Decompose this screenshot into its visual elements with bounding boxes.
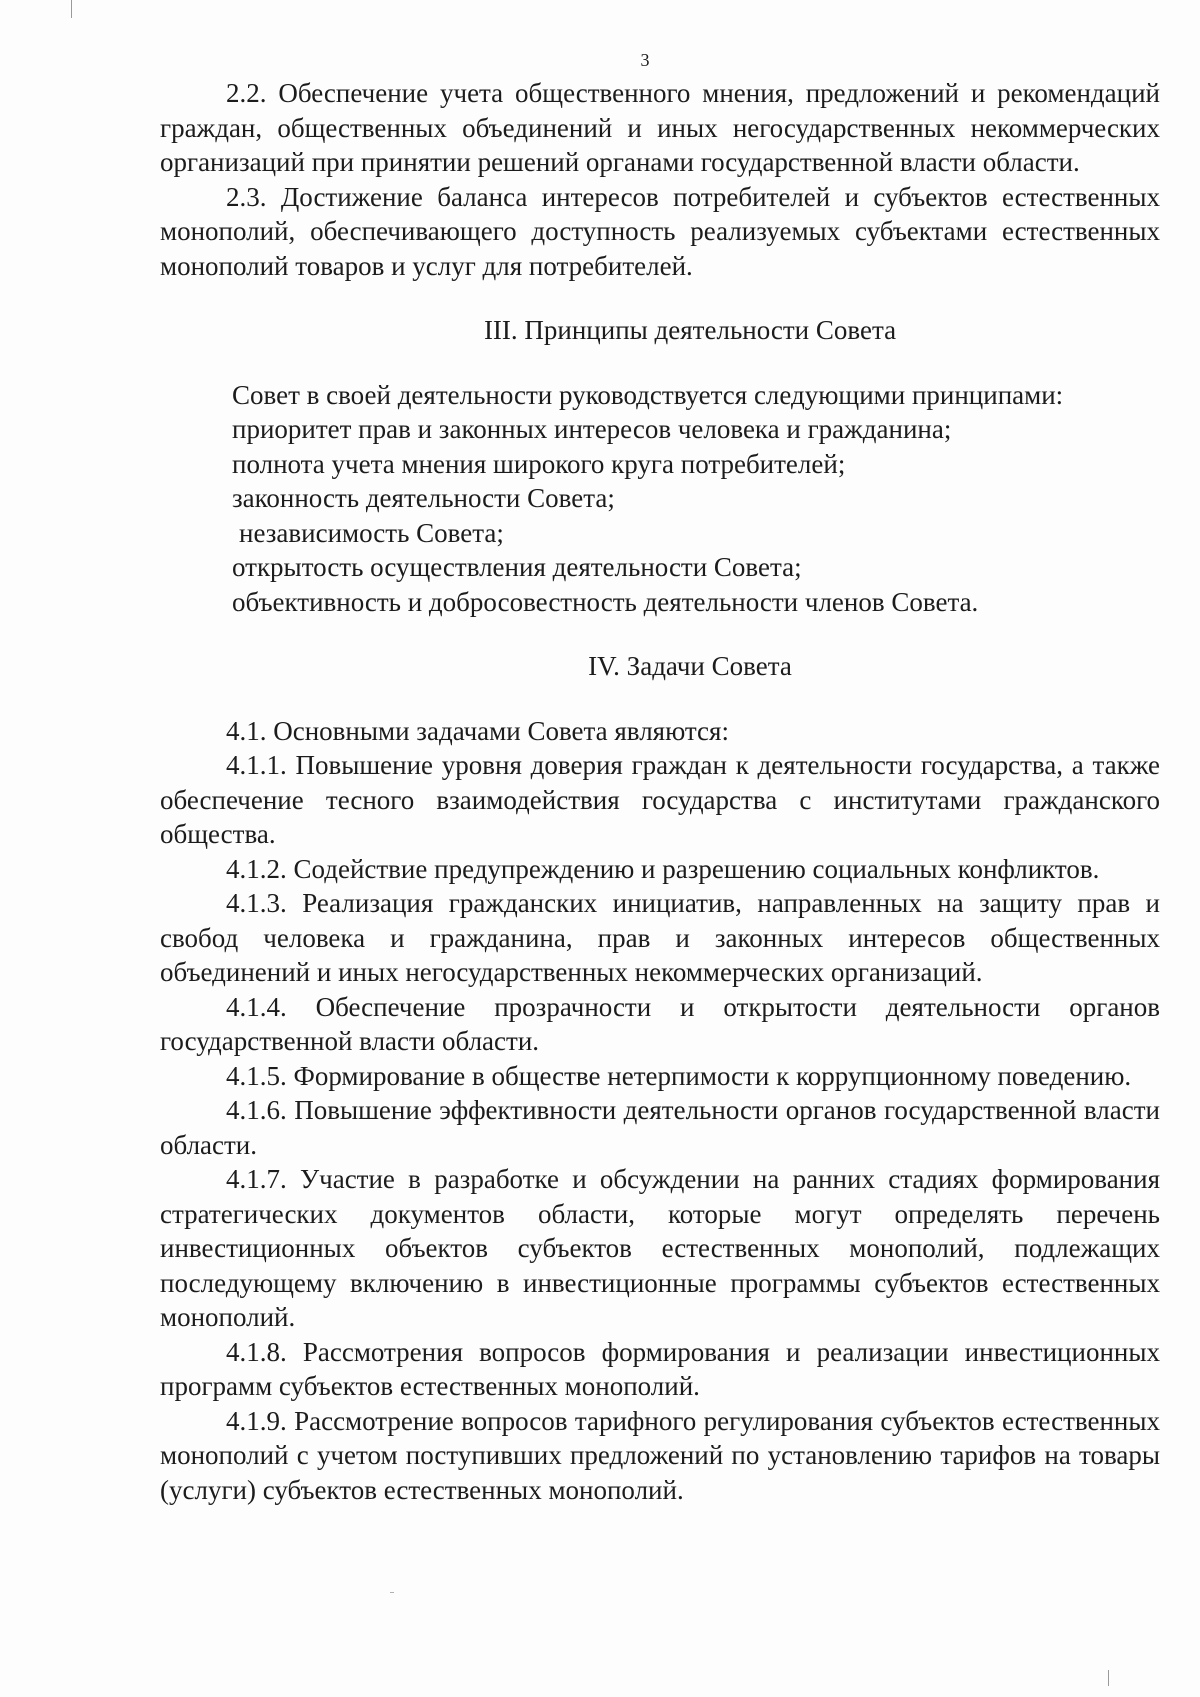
paragraph-4-1-6: 4.1.6. Повышение эффективности деятельности органов государственной власти области. xyxy=(160,1095,1160,1160)
paragraph-4-1-9: 4.1.9. Рассмотрение вопросов тарифного регулирования субъектов естественных монополий с учетом поступивших предложений по установлению тарифов на товары (услуги) субъектов естественных монополий. xyxy=(160,1405,1160,1505)
paragraph-4-1-2: 4.1.2. Содействие предупреждению и разрешению социальных конфликтов. xyxy=(226,853,1100,884)
principles-intro: Совет в своей деятельности руководствуется следующими принципами: xyxy=(232,379,1064,410)
principle-item: открытость осуществления деятельности Совета; xyxy=(232,552,802,582)
scan-mark-top xyxy=(71,0,72,18)
principle-item: законность деятельности Совета; xyxy=(232,483,615,513)
paragraph-4-1-4: 4.1.4. Обеспечение прозрачности и открытости деятельности органов государственной власти области. xyxy=(160,991,1160,1056)
paragraph-4-1-8: 4.1.8. Рассмотрения вопросов формирования и реализации инвестиционных программ субъектов естественных монополий. xyxy=(160,1336,1160,1401)
paragraph-4-1: 4.1. Основными задачами Совета являются: xyxy=(226,715,729,746)
paragraph-4-1-7: 4.1.7. Участие в разработке и обсуждении на ранних стадиях формирования стратегических документов области, которые могут определять перечень инвестиционных объектов субъектов естественных монополий, подлежащих последующему включению в инвестиционные программы субъектов естественных монополий. xyxy=(160,1164,1160,1332)
section-heading-principles: III. Принципы деятельности Совета xyxy=(483,315,897,345)
scan-dot xyxy=(390,1592,394,1593)
principle-item: объективность и добросовестность деятельности членов Совета. xyxy=(232,586,979,617)
page-number: 3 xyxy=(640,50,650,70)
section-heading-tasks: IV. Задачи Совета xyxy=(588,651,792,681)
paragraph-4-1-1: 4.1.1. Повышение уровня доверия граждан к деятельности государства, а также обеспечение тесного взаимодействия государства с институтами гражданского общества. xyxy=(160,750,1160,849)
paragraph-4-1-3: 4.1.3. Реализация гражданских инициатив, направленных на защиту прав и свобод человека и гражданина, прав и законных интересов общественных объединений и иных негосударственных некоммерческих организаций. xyxy=(160,888,1160,987)
principle-item: независимость Совета; xyxy=(239,517,504,548)
scan-mark-bottom xyxy=(1108,1670,1109,1686)
principle-item: приоритет прав и законных интересов человека и гражданина; xyxy=(232,414,952,444)
paragraph-2-3: 2.3. Достижение баланса интересов потребителей и субъектов естественных монополий, обеспечивающего доступность реализуемых субъектами естественных монополий товаров и услуг для потребителей. xyxy=(160,181,1160,281)
paragraph-2-2: 2.2. Обеспечение учета общественного мнения, предложений и рекомендаций граждан, общественных объединений и иных негосударственных некоммерческих организаций при принятии решений органами государственной власти области. xyxy=(160,78,1160,177)
principle-item: полнота учета мнения широкого круга потребителей; xyxy=(232,448,846,479)
document-body xyxy=(160,76,1160,1507)
paragraph-4-1-5: 4.1.5. Формирование в обществе нетерпимости к коррупционному поведению. xyxy=(226,1060,1132,1091)
